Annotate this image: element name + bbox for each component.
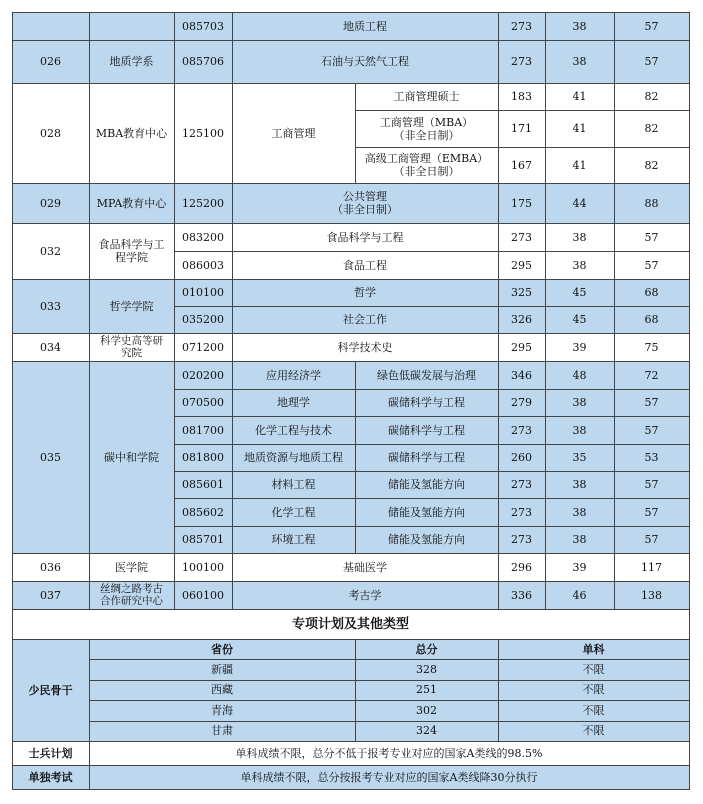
minority-total: 328 (355, 659, 498, 680)
grid-line (89, 721, 690, 722)
grid-line (174, 444, 690, 445)
grid-line (12, 183, 690, 184)
table-cell-code: 083200 (174, 223, 232, 251)
minority-province: 新疆 (89, 659, 355, 680)
table-cell-dept: MPA教育中心 (89, 183, 174, 223)
table-cell-code: 020200 (174, 361, 232, 389)
table-cell-dept-code: 033 (12, 279, 89, 333)
grid-line (12, 279, 690, 280)
table-cell-major: 工商管理 (232, 83, 355, 183)
grid-line (355, 639, 356, 741)
table-cell-code: 100100 (174, 553, 232, 581)
table-cell-dept-code: 032 (12, 223, 89, 279)
table-cell-single2: 75 (614, 333, 689, 361)
table-cell-sub-major: 高级工商管理（EMBA） （非全日制） (355, 147, 498, 183)
table-cell-total: 296 (498, 553, 545, 581)
table-cell-dept-code: 029 (12, 183, 89, 223)
table-cell-major: 地质工程 (232, 12, 498, 40)
table-cell-code: 085601 (174, 471, 232, 498)
grid-line (174, 471, 690, 472)
table-cell-single1: 48 (545, 361, 614, 389)
grid-line (174, 251, 690, 252)
grid-line (89, 639, 90, 789)
table-cell-dept-code: 035 (12, 361, 89, 553)
table-cell-total: 273 (498, 416, 545, 444)
table-cell-single2: 57 (614, 526, 689, 553)
table-cell-single2: 138 (614, 581, 689, 609)
grid-line (12, 789, 690, 790)
minority-single: 不限 (498, 680, 689, 701)
grid-line (689, 12, 690, 789)
grid-line (232, 12, 233, 609)
grid-line (89, 700, 690, 701)
table-cell-major: 应用经济学 (232, 361, 355, 389)
table-cell-code: 081700 (174, 416, 232, 444)
table-cell-single1: 38 (545, 251, 614, 279)
table-cell-direction: 碳储科学与工程 (355, 444, 498, 471)
table-cell-total: 279 (498, 389, 545, 416)
table-cell-single1: 41 (545, 147, 614, 183)
grid-line (12, 609, 690, 610)
table-cell-single2: 88 (614, 183, 689, 223)
table-cell-single1: 39 (545, 333, 614, 361)
grid-line (174, 389, 690, 390)
table-cell-dept: 医学院 (89, 553, 174, 581)
table-cell-single1: 41 (545, 83, 614, 110)
grid-line (498, 12, 499, 609)
table-cell-major: 化学工程 (232, 498, 355, 526)
table-cell-single1: 41 (545, 110, 614, 147)
minority-single: 不限 (498, 700, 689, 721)
minority-province: 西藏 (89, 680, 355, 701)
table-cell-total: 260 (498, 444, 545, 471)
table-cell-total: 273 (498, 12, 545, 40)
grid-line (545, 12, 546, 609)
table-cell-total: 183 (498, 83, 545, 110)
table-cell-major: 石油与天然气工程 (232, 40, 498, 83)
table-cell-dept: 食品科学与工 程学院 (89, 223, 174, 279)
table-cell-single1: 39 (545, 553, 614, 581)
table-cell-single2: 82 (614, 147, 689, 183)
table-cell-major: 地质资源与地质工程 (232, 444, 355, 471)
table-cell-total: 273 (498, 526, 545, 553)
table-cell-single2: 53 (614, 444, 689, 471)
grid-line (355, 83, 356, 183)
table-cell-direction: 储能及氢能方向 (355, 471, 498, 498)
table-cell-single2: 57 (614, 471, 689, 498)
table-cell-dept (89, 12, 174, 40)
grid-line (12, 639, 690, 640)
table-cell-single1: 38 (545, 471, 614, 498)
table-cell-total: 175 (498, 183, 545, 223)
table-cell-total: 295 (498, 333, 545, 361)
grid-line (174, 306, 690, 307)
table-cell-total: 273 (498, 471, 545, 498)
table-cell-major: 化学工程与技术 (232, 416, 355, 444)
table-cell-single1: 38 (545, 498, 614, 526)
table-cell-direction: 绿色低碳发展与治理 (355, 361, 498, 389)
header-total: 总分 (355, 639, 498, 659)
minority-single: 不限 (498, 659, 689, 680)
table-cell-major: 环境工程 (232, 526, 355, 553)
table-cell-code: 071200 (174, 333, 232, 361)
table-cell-total: 295 (498, 251, 545, 279)
table-cell-single2: 57 (614, 12, 689, 40)
grid-line (89, 12, 90, 609)
table-cell-code: 085602 (174, 498, 232, 526)
grid-line (355, 110, 690, 111)
table-cell-single2: 57 (614, 389, 689, 416)
table-cell-total: 326 (498, 306, 545, 333)
table-cell-major: 地理学 (232, 389, 355, 416)
table-cell-total: 171 (498, 110, 545, 147)
table-cell-single2: 117 (614, 553, 689, 581)
minority-label: 少民骨干 (12, 639, 89, 741)
grid-line (12, 361, 690, 362)
table-cell-total: 167 (498, 147, 545, 183)
table-cell-dept-code (12, 12, 89, 40)
table-cell-code: 085706 (174, 40, 232, 83)
independent-text: 单科成绩不限，总分按报考专业对应的国家A类线降30分执行 (89, 765, 689, 789)
table-cell-major: 考古学 (232, 581, 498, 609)
table-cell-single1: 44 (545, 183, 614, 223)
table-cell-single1: 38 (545, 223, 614, 251)
table-cell-single2: 57 (614, 498, 689, 526)
grid-line (89, 659, 690, 660)
table-cell-single1: 46 (545, 581, 614, 609)
soldier-text: 单科成绩不限，总分不低于报考专业对应的国家A类线的98.5% (89, 741, 689, 765)
grid-line (12, 12, 690, 13)
grid-line (12, 83, 690, 84)
table-cell-total: 273 (498, 498, 545, 526)
table-cell-single2: 57 (614, 223, 689, 251)
table-cell-direction: 储能及氢能方向 (355, 526, 498, 553)
table-cell-code: 035200 (174, 306, 232, 333)
table-cell-major: 食品科学与工程 (232, 223, 498, 251)
table-cell-code: 081800 (174, 444, 232, 471)
table-cell-single2: 68 (614, 306, 689, 333)
table-cell-total: 325 (498, 279, 545, 306)
table-cell-dept: 丝绸之路考古 合作研究中心 (89, 581, 174, 609)
table-cell-dept-code: 036 (12, 553, 89, 581)
table-cell-direction: 储能及氢能方向 (355, 498, 498, 526)
grid-line (12, 581, 690, 582)
table-cell-dept-code: 028 (12, 83, 89, 183)
minority-total: 324 (355, 721, 498, 742)
grid-line (614, 12, 615, 609)
table-cell-sub-major: 工商管理硕士 (355, 83, 498, 110)
table-cell-code: 010100 (174, 279, 232, 306)
grid-line (12, 40, 690, 41)
grid-line (12, 765, 690, 766)
table-cell-code: 085703 (174, 12, 232, 40)
table-cell-single1: 38 (545, 40, 614, 83)
grid-line (12, 553, 690, 554)
table-cell-code: 060100 (174, 581, 232, 609)
grid-line (174, 526, 690, 527)
grid-line (355, 361, 356, 553)
grid-line (12, 223, 690, 224)
table-cell-dept-code: 037 (12, 581, 89, 609)
header-single: 单科 (498, 639, 689, 659)
grid-line (174, 12, 175, 609)
table-cell-single1: 45 (545, 279, 614, 306)
table-cell-total: 273 (498, 223, 545, 251)
table-cell-single2: 72 (614, 361, 689, 389)
grid-line (174, 498, 690, 499)
table-cell-code: 070500 (174, 389, 232, 416)
grid-line (12, 12, 13, 789)
minority-province: 甘肃 (89, 721, 355, 742)
grid-line (12, 333, 690, 334)
table-cell-single2: 57 (614, 251, 689, 279)
table-cell-major: 公共管理 （非全日制） (232, 183, 498, 223)
table-cell-dept: MBA教育中心 (89, 83, 174, 183)
grid-line (355, 147, 690, 148)
minority-province: 青海 (89, 700, 355, 721)
grid-line (498, 639, 499, 741)
table-cell-dept: 科学史高等研 究院 (89, 333, 174, 361)
table-cell-dept: 碳中和学院 (89, 361, 174, 553)
table-cell-major: 哲学 (232, 279, 498, 306)
table-cell-major: 材料工程 (232, 471, 355, 498)
table-cell-major: 社会工作 (232, 306, 498, 333)
independent-label: 单独考试 (12, 765, 89, 789)
special-section-title: 专项计划及其他类型 (12, 609, 689, 639)
minority-single: 不限 (498, 721, 689, 742)
table-cell-single2: 57 (614, 416, 689, 444)
table-cell-sub-major: 工商管理（MBA） （非全日制） (355, 110, 498, 147)
minority-total: 251 (355, 680, 498, 701)
table-cell-single2: 68 (614, 279, 689, 306)
table-cell-total: 273 (498, 40, 545, 83)
table-cell-code: 125100 (174, 83, 232, 183)
table-cell-dept-code: 026 (12, 40, 89, 83)
table-cell-single1: 38 (545, 12, 614, 40)
table-cell-major: 基础医学 (232, 553, 498, 581)
table-cell-single1: 45 (545, 306, 614, 333)
table-cell-total: 346 (498, 361, 545, 389)
table-cell-code: 085701 (174, 526, 232, 553)
table-cell-code: 086003 (174, 251, 232, 279)
table-cell-direction: 碳储科学与工程 (355, 389, 498, 416)
grid-line (12, 741, 690, 742)
table-cell-single2: 82 (614, 110, 689, 147)
table-cell-direction: 碳储科学与工程 (355, 416, 498, 444)
grid-line (89, 680, 690, 681)
table-cell-single1: 38 (545, 526, 614, 553)
table-cell-code: 125200 (174, 183, 232, 223)
table-cell-single2: 82 (614, 83, 689, 110)
header-province: 省份 (89, 639, 355, 659)
table-cell-single1: 38 (545, 389, 614, 416)
table-cell-total: 336 (498, 581, 545, 609)
grid-line (174, 416, 690, 417)
table-cell-dept: 哲学学院 (89, 279, 174, 333)
table-cell-major: 食品工程 (232, 251, 498, 279)
minority-total: 302 (355, 700, 498, 721)
soldier-label: 士兵计划 (12, 741, 89, 765)
table-cell-major: 科学技术史 (232, 333, 498, 361)
table-cell-single1: 38 (545, 416, 614, 444)
table-cell-single1: 35 (545, 444, 614, 471)
table-cell-single2: 57 (614, 40, 689, 83)
table-cell-dept-code: 034 (12, 333, 89, 361)
table-cell-dept: 地质学系 (89, 40, 174, 83)
